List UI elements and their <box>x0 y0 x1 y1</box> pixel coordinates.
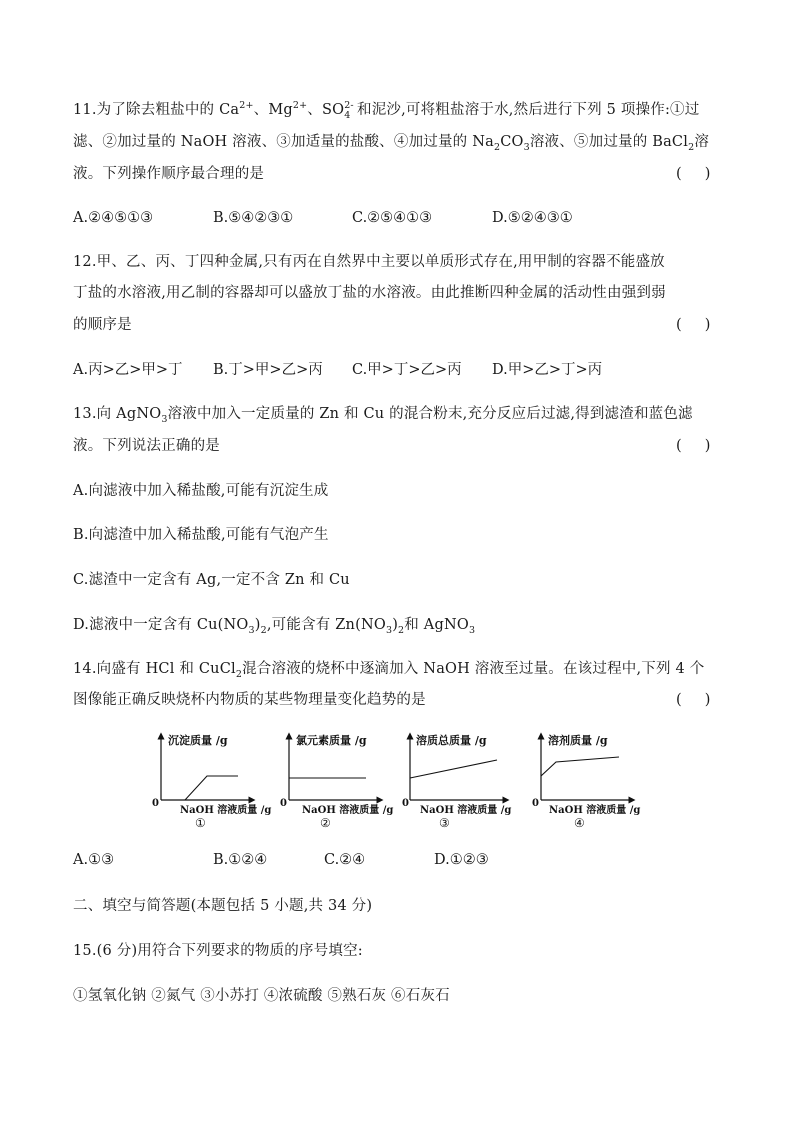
y-label: 氯元素质量 /g <box>296 734 367 747</box>
x-label: NaOH 溶液质量 /g <box>302 805 394 816</box>
q11-line-3: 液。下列操作顺序最合理的是 <box>73 166 265 182</box>
x-label: NaOH 溶液质量 /g <box>180 805 272 816</box>
q11-option-d: D.⑤②④③① <box>492 210 573 226</box>
q14-graphs <box>152 732 642 832</box>
q13-option-a: A.向滤液中加入稀盐酸,可能有沉淀生成 <box>73 483 329 499</box>
q13-option-b: B.向滤渣中加入稀盐酸,可能有气泡产生 <box>73 527 329 543</box>
origin: 0 <box>402 798 409 809</box>
q11-answer-blank: ( ) <box>676 166 711 182</box>
q12-option-a: A.丙>乙>甲>丁 <box>73 362 183 378</box>
curve <box>410 760 497 778</box>
q11-option-c: C.②⑤④①③ <box>352 210 433 226</box>
q14-option-b: B.①②④ <box>213 852 268 868</box>
origin: 0 <box>532 798 539 809</box>
q12-option-c: C.甲>丁>乙>丙 <box>352 362 462 378</box>
q12-line-1: 12.甲、乙、丙、丁四种金属,只有丙在自然界中主要以单质形式存在,用甲制的容器不能盛放 <box>73 254 665 270</box>
q14-option-c: C.②④ <box>324 852 366 868</box>
graph-number: ④ <box>574 816 585 830</box>
q11-line-2: 滤、②加过量的 NaOH 溶液、③加适量的盐酸、④加过量的 $Na_2CO_3$溶液、⑤加过量的 BaCl$_2$溶 <box>73 134 710 153</box>
graph-4 <box>532 732 647 832</box>
q15-line-1: 15.(6 分)用符合下列要求的物质的序号填空: <box>73 943 363 959</box>
q12-option-d: D.甲>乙>丁>丙 <box>492 362 603 378</box>
q13-line-2: 液。下列说法正确的是 <box>73 438 220 454</box>
q14-option-d: D.①②③ <box>434 852 489 868</box>
q14-line-2: 图像能正确反映烧杯内物质的某些物理量变化趋势的是 <box>73 692 426 708</box>
graph-number: ① <box>195 816 206 830</box>
q12-line-2: 丁盐的水溶液,用乙制的容器却可以盛放丁盐的水溶液。由此推断四种金属的活动性由强到弱 <box>73 285 666 301</box>
graph-2 <box>280 732 400 832</box>
graph-3 <box>402 732 527 832</box>
curve <box>541 757 619 776</box>
q14-answer-blank: ( ) <box>676 692 711 708</box>
y-label: 溶剂质量 /g <box>548 734 608 747</box>
section-2-title: 二、填空与简答题(本题包括 5 小题,共 34 分) <box>73 898 373 914</box>
graph-number: ② <box>320 816 331 830</box>
x-label: NaOH 溶液质量 /g <box>549 805 641 816</box>
graph-1 <box>152 732 272 832</box>
q13-answer-blank: ( ) <box>676 438 711 454</box>
q13-option-c: C.滤渣中一定含有 Ag,一定不含 Zn 和 Cu <box>73 572 350 588</box>
q11-option-b: B.⑤④②③① <box>213 210 294 226</box>
x-label: NaOH 溶液质量 /g <box>420 805 512 816</box>
y-label: 沉淀质量 /g <box>168 734 228 747</box>
origin: 0 <box>280 798 287 809</box>
q15-substance-list: ①氢氧化钠 ②氮气 ③小苏打 ④浓硫酸 ⑤熟石灰 ⑥石灰石 <box>73 988 450 1004</box>
curve <box>161 776 238 800</box>
q12-answer-blank: ( ) <box>676 317 711 333</box>
q11-option-a: A.②④⑤①③ <box>73 210 154 226</box>
q13-line-1: 13.向 AgNO$_3$溶液中加入一定质量的 Zn 和 Cu 的混合粉末,充分反应后过滤,得到滤渣和蓝色滤 <box>73 406 693 425</box>
q12-option-b: B.丁>甲>乙>丙 <box>213 362 323 378</box>
q13-option-d: D.滤液中一定含有 $Cu(NO_3)_2$,可能含有 $Zn(NO_3)_2$和 AgNO$_3$ <box>73 617 476 636</box>
q14-option-a: A.①③ <box>73 852 115 868</box>
origin: 0 <box>152 798 159 809</box>
q11-line-1: 11.为了除去粗盐中的 $Ca^{2+}$、$Mg^{2+}$、SO 2- 4 和泥沙,可将粗盐溶于水,然后进行下列 5 项操作:①过 <box>73 100 700 121</box>
y-label: 溶质总质量 /g <box>416 734 487 747</box>
q14-line-1: 14.向盛有 HCl 和 CuCl$_2$混合溶液的烧杯中逐滴加入 NaOH 溶液至过量。在该过程中,下列 4 个 <box>73 661 705 680</box>
graph-number: ③ <box>439 816 450 830</box>
q12-line-3: 的顺序是 <box>73 317 132 333</box>
